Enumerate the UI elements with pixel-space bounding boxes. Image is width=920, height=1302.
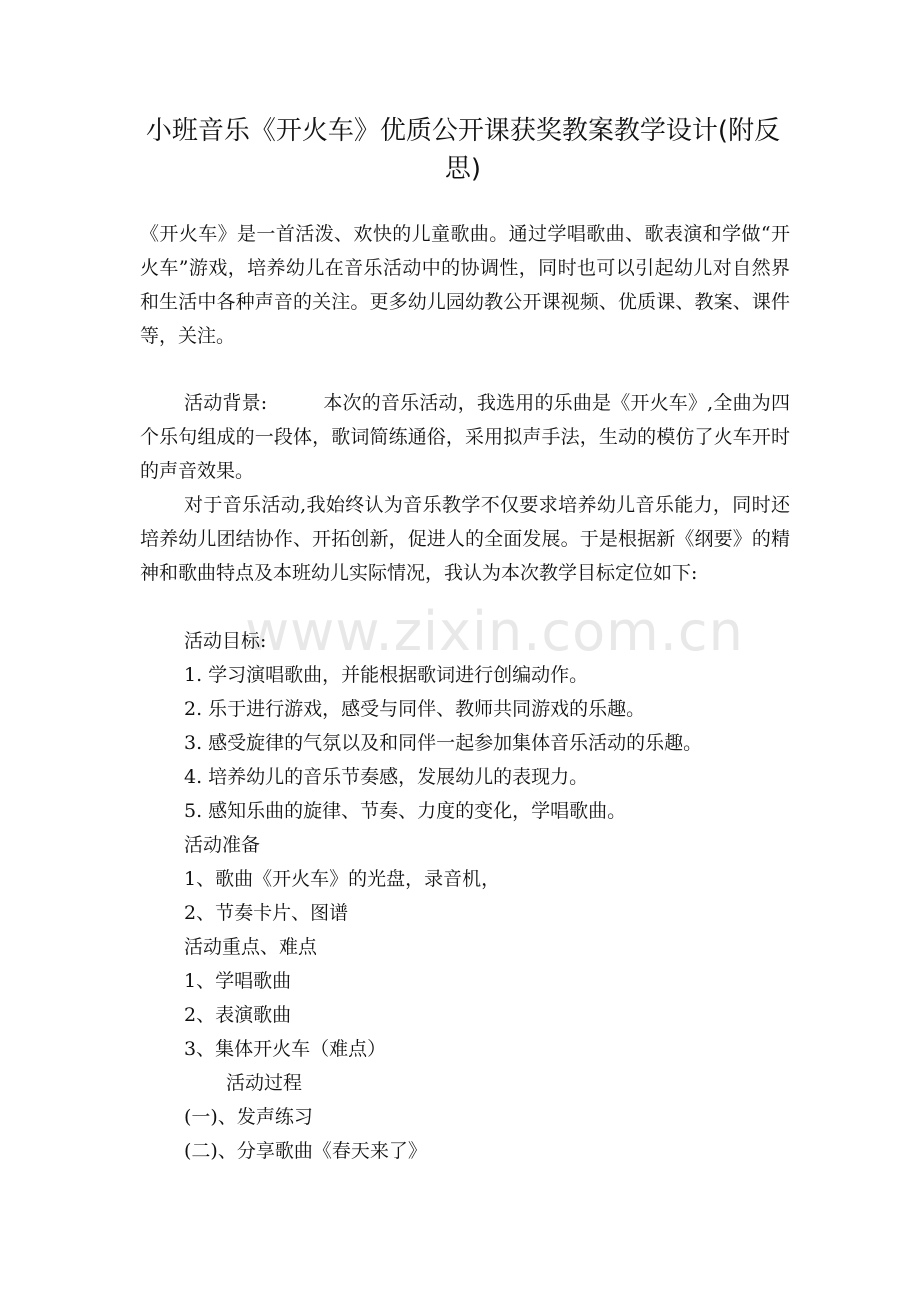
prep-item: 1、歌曲《开火车》的光盘，录音机，	[184, 868, 501, 890]
title-line-1: 小班音乐《开火车》优质公开课获奖教案教学设计(附反	[145, 116, 781, 146]
title-line-2: 思)	[444, 154, 482, 184]
prep-heading: 活动准备	[184, 834, 261, 856]
goal-item: 1. 学习演唱歌曲，并能根据歌词进行创编动作。	[184, 664, 589, 686]
goal-item: 3. 感受旋律的气氛以及和同伴一起参加集体音乐活动的乐趣。	[184, 732, 703, 754]
document-title	[138, 112, 788, 188]
background-text-rest: 全曲为四个乐句组成的一段体，歌词简练通俗，采用拟声手法，生动的模仿了火车开时的声音效果。	[140, 392, 790, 482]
goal-item: 2. 乐于进行游戏，感受与同伴、教师共同游戏的乐趣。	[184, 698, 646, 720]
prep-item: 2、节奏卡片、图谱	[184, 902, 349, 924]
background-text-first: 本次的音乐活动，我选用的乐曲是《开火车》,	[323, 392, 714, 414]
goal-item: 4. 培养幼儿的音乐节奏感，发展幼儿的表现力。	[184, 766, 589, 788]
focus-item: 3、集体开火车（难点）	[184, 1038, 387, 1060]
focus-item: 1、学唱歌曲	[184, 970, 292, 992]
background-paragraph	[140, 386, 790, 488]
philosophy-paragraph: 对于音乐活动,我始终认为音乐教学不仅要求培养幼儿音乐能力，同时还培养幼儿团结协作、开拓创新，促进人的全面发展。于是根据新《纲要》的精神和歌曲特点及本班幼儿实际情况，我认为本次教学目标定位如下:	[140, 494, 790, 584]
focus-item: 2、表演歌曲	[184, 1004, 292, 1026]
process-item: (二)、分享歌曲《春天来了》	[184, 1140, 427, 1162]
goals-heading: 活动目标:	[184, 630, 267, 652]
background-label: 活动背景:	[184, 392, 268, 414]
intro-paragraph: 《开火车》是一首活泼、欢快的儿童歌曲。通过学唱歌曲、歌表演和学做“开火车”游戏，培养幼儿在音乐活动中的协调性，同时也可以引起幼儿对自然界和生活中各种声音的关注。更多幼儿园幼教公开课视频、优质课、教案、课件等，关注。	[140, 223, 790, 347]
goal-item: 5. 感知乐曲的旋律、节奏、力度的变化，学唱歌曲。	[184, 800, 627, 822]
watermark: www.zixin.com.cn	[245, 600, 744, 663]
process-item: (一)、发声练习	[184, 1106, 313, 1128]
focus-heading: 活动重点、难点	[184, 936, 318, 958]
process-heading: 活动过程	[226, 1072, 303, 1094]
